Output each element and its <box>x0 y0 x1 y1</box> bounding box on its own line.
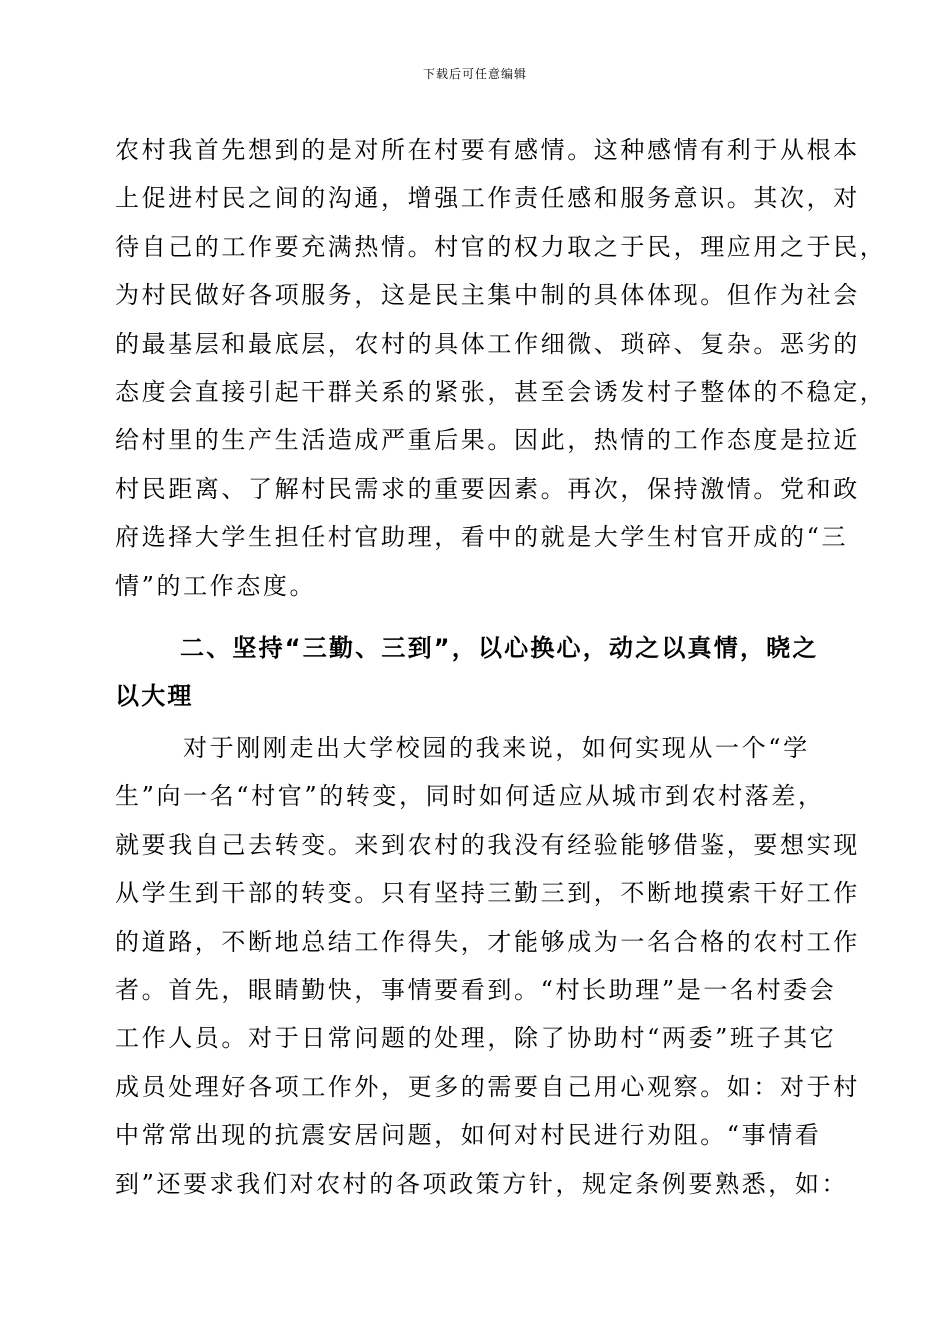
heading-line: 以大理 <box>115 682 194 711</box>
text-line: 中常常出现的抗震安居问题，如何对村民进行劝阻。“事情看 <box>115 1121 822 1150</box>
text-line: 的最基层和最底层，农村的具体工作细微、琐碎、复杂。恶劣的 <box>115 329 860 358</box>
paragraph-work-attitude <box>115 126 887 610</box>
text-line: 的道路，不断地总结工作得失，才能够成为一名合格的农村工作 <box>115 927 860 956</box>
text-line: 农村我首先想到的是对所在村要有感情。这种感情有利于从根本 <box>115 136 860 164</box>
page-header-note: 下载后可任意编辑 <box>422 67 527 81</box>
heading-line: 二、坚持“三勤、三到”，以心换心，动之以真情，晓之 <box>180 634 819 662</box>
text-line: 到”还要求我们对农村的各项政策方针，规定条例要熟悉，如： <box>115 1169 849 1198</box>
text-line: 对于刚刚走出大学校园的我来说，如何实现从一个“学 <box>183 734 810 762</box>
text-line: 村民距离、了解村民需求的重要因素。再次，保持激情。党和政 <box>115 474 860 503</box>
section-heading-2 <box>115 624 855 721</box>
text-line: 待自己的工作要充满热情。村官的权力取之于民，理应用之于民， <box>115 232 887 261</box>
paragraph-transition <box>115 724 860 1208</box>
text-line: 就要我自己去转变。来到农村的我没有经验能够借鉴，要想实现 <box>115 830 860 859</box>
text-line: 上促进村民之间的沟通，增强工作责任感和服务意识。其次，对 <box>115 184 860 213</box>
text-line: 工作人员。对于日常问题的处理，除了协助村“两委”班子其它 <box>115 1024 837 1053</box>
text-line: 成员处理好各项工作外，更多的需要自己用心观察。如：对于村 <box>115 1072 860 1101</box>
text-line: 为村民做好各项服务，这是民主集中制的具体体现。但作为社会 <box>115 281 860 310</box>
text-line: 情”的工作态度。 <box>115 571 317 600</box>
text-line: 从学生到干部的转变。只有坚持三勤三到，不断地摸索干好工作 <box>115 879 860 908</box>
text-line: 态度会直接引起干群关系的紧张，甚至会诱发村子整体的不稳定， <box>115 377 887 406</box>
text-line: 生”向一名“村官”的转变，同时如何适应从城市到农村落差， <box>115 782 825 811</box>
text-line: 给村里的生产生活造成严重后果。因此，热情的工作态度是拉近 <box>115 426 860 455</box>
text-line: 府选择大学生担任村官助理，看中的就是大学生村官开成的“三 <box>115 523 849 552</box>
text-line: 者。首先，眼睛勤快，事情要看到。“村长助理”是一名村委会 <box>115 975 837 1004</box>
